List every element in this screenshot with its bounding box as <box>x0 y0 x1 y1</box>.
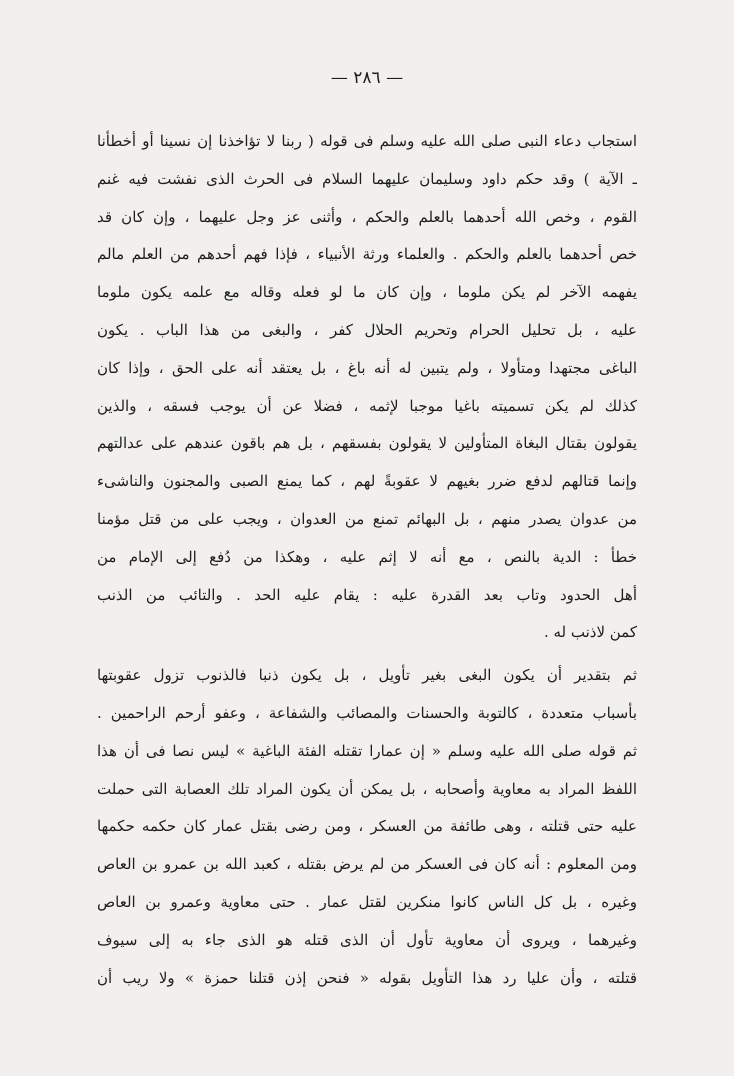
text-line: أهل الحدود وتاب بعد القدرة عليه : يقام عليه الحد . والتائب من الذنب <box>97 585 637 604</box>
text-line: ثم قوله صلى الله عليه وسلم « إن عمارا تقتله الفئة الباغية » ليس نصا فى أن هذا <box>97 741 637 760</box>
text-line: عليه حتى قتلته ، وهى طائفة من العسكر ، ومن رضى بقتل عمار كان حكمه حكمها <box>97 817 637 836</box>
text-line: استجاب دعاء النبى صلى الله عليه وسلم فى قوله ( ربنا لا تؤاخذنا إن نسينا أو أخطأنا <box>97 132 637 150</box>
text-line: ومن المعلوم : أنه كان فى العسكر من لم يرض بقتله ، كعبد الله بن عمرو بن العاص <box>97 855 637 874</box>
text-line: خطأ : الدية بالنص ، مع أنه لا إثم عليه ، وهكذا من دُفع إلى الإمام من <box>97 547 637 566</box>
text-line: عليه ، بل تحليل الحرام وتحريم الحلال كفر ، والبغى من هذا الباب . يكون <box>97 320 637 339</box>
text-line: وإنما قتالهم لدفع ضرر بغيهم لا عقوبةً لهم ، كما يمنع الصبى والمجنون والناشىء <box>97 472 637 491</box>
text-line: القوم ، وخص الله أحدهما بالعلم والحكم ، وأثنى عز وجل عليهما ، وإن كان قد <box>97 207 637 226</box>
page-number: — ٢٨٦ — <box>330 68 404 88</box>
text-line: كذلك لم يكن تسميته باغيا موجبا لإثمه ، فضلا عن أن يوجب فسقه ، والذين <box>97 396 637 415</box>
text-line: ـ الآية ) وقد حكم داود وسليمان عليهما السلام فى الحرث الذى نفشت فيه غنم <box>97 169 637 188</box>
text-line: يفهمه الآخر لم يكن ملوما ، وإن كان ما لو فعله وقاله مع علمه يكون ملوما <box>97 283 637 302</box>
text-line: اللفظ المراد به معاوية وأصحابه ، بل يمكن أن يكون المراد تلك العصابة التى حملت <box>97 779 637 798</box>
text-line: يقولون بقتال البغاة المتأولين لا يقولون بفسقهم ، بل هم باقون عندهم على عدالتهم <box>97 434 637 453</box>
text-line: وغيره ، بل كل الناس كانوا منكرين لقتل عمار . حتى معاوية وعمرو بن العاص <box>97 892 637 911</box>
text-line: ثم بتقدير أن يكون البغى بغير تأويل ، بل يكون ذنبا فالذنوب تزول عقوبتها <box>97 666 637 685</box>
body-text <box>97 123 637 997</box>
text-line: قتلته ، وأن عليا رد هذا التأويل بقوله « فنحن إذن قتلنا حمزة » ولا ريب أن <box>97 968 637 987</box>
text-line: بأسباب متعددة ، كالتوبة والحسنات والمصائب والشفاعة ، وعفو أرحم الراحمين . <box>97 703 637 722</box>
text-line: وغيرهما ، ويروى أن معاوية تأول أن الذى قتله هو الذى جاء به إلى سيوف <box>97 930 637 949</box>
text-line: خص أحدهما بالعلم والحكم . والعلماء ورثة الأنبياء ، فإذا فهم أحدهم من العلم مالم <box>97 245 637 264</box>
text-line: الباغى مجتهدا ومتأولا ، ولم يتبين له أنه باغ ، بل يعتقد أنه على الحق ، وإذا كان <box>97 358 637 377</box>
text-line: كمن لاذنب له . <box>543 623 637 642</box>
text-line: من عدوان يصدر منهم ، بل البهائم تمنع من العدوان ، ويجب على من قتل مؤمنا <box>97 509 637 528</box>
